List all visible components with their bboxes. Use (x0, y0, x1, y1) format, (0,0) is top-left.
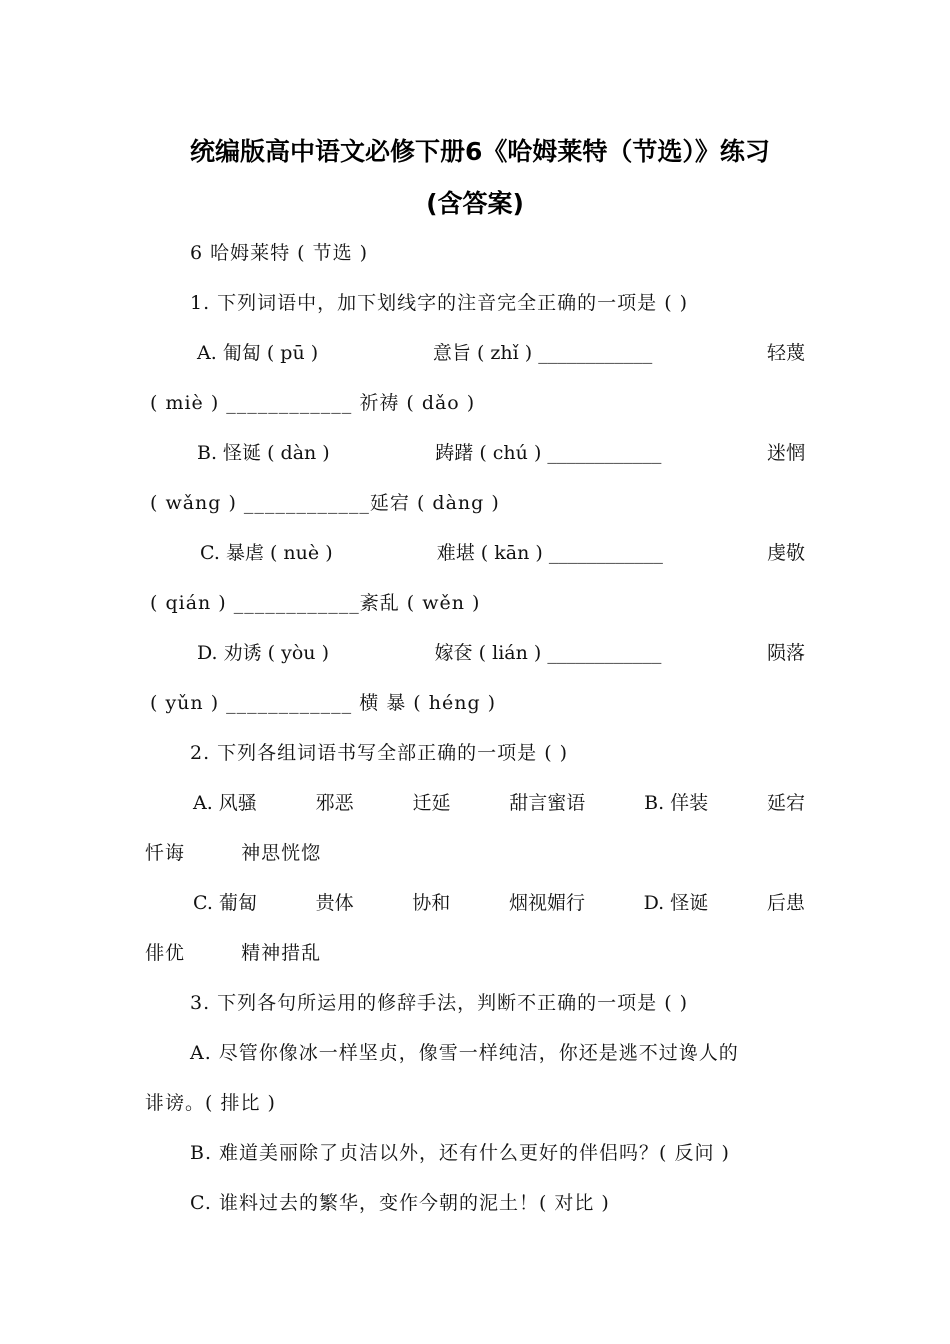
q3-stem: 3. 下列各句所运用的修辞手法，判断不正确的一项是 ( ) (190, 992, 689, 1014)
q1-option-c-row2: ( qián ) ____________紊乱 ( wěn ) (150, 592, 481, 614)
q1-c-item-2: 难堪 ( kān ) ____________ (436, 542, 663, 564)
q1-option-b-row2: ( wǎng ) ____________延宕 ( dàng ) (150, 492, 500, 514)
q2-r2-item-2: 神思恍惚 (241, 842, 322, 864)
q2-r1-item-2: 邪恶 (315, 792, 354, 814)
q2-r1-item-3: 迁延 (412, 792, 451, 814)
q2-stem: 2. 下列各组词语书写全部正确的一项是 ( ) (190, 742, 569, 764)
q2-r1-item-4: 甜言蜜语 (509, 792, 586, 814)
q1-option-a-row2: ( miè ) ____________ 祈祷 ( dǎo ) (150, 392, 476, 414)
q1-b-item-3: 迷惘 (766, 442, 805, 464)
section-heading: 6 哈姆莱特 ( 节选 ) (190, 242, 369, 264)
q2-r3-item-5: D. 怪诞 (643, 892, 709, 914)
q1-c-item-1: C. 暴虐 ( nuè ) (200, 542, 333, 564)
document-title-line1: 统编版高中语文必修下册6《哈姆莱特（节选）》练习 (190, 137, 770, 166)
q2-row1 (145, 788, 805, 815)
q1-option-a-row1 (145, 338, 805, 365)
q1-option-d-row2: ( yǔn ) ____________ 横 暴 ( héng ) (150, 692, 497, 714)
q2-r3-item-2: 贵体 (315, 892, 354, 914)
q1-b-item-2: 踌躇 ( chú ) ____________ (435, 442, 662, 464)
q1-option-d-row1 (145, 638, 805, 665)
q2-r4-item-1: 俳优 (145, 942, 186, 964)
q1-d-item-2: 嫁奁 ( lián ) ____________ (434, 642, 662, 664)
q1-d-item-3: 陨落 (766, 642, 805, 664)
q2-r1-item-5: B. 佯装 (644, 792, 709, 814)
q2-r3-item-6: 后患 (766, 892, 805, 914)
q2-row3 (145, 888, 805, 915)
q1-b-item-1: B. 怪诞 ( dàn ) (197, 442, 330, 464)
q2-r2-item-1: 忏诲 (145, 842, 186, 864)
document-title-line2: (含答案) (426, 189, 524, 218)
q2-r1-item-6: 延宕 (766, 792, 805, 814)
q1-c-item-3: 虔敬 (766, 542, 805, 564)
q3-option-a-line2: 诽谤。( 排比 ) (145, 1092, 276, 1114)
q2-r3-item-4: 烟视媚行 (508, 892, 585, 914)
q2-row4 (145, 938, 321, 965)
q2-r3-item-1: C. 葡匐 (193, 892, 257, 914)
q3-option-a-line1: A. 尽管你像冰一样坚贞，像雪一样纯洁，你还是逃不过谗人的 (190, 1042, 739, 1064)
q1-option-c-row1 (145, 538, 805, 565)
q2-r1-item-1: A. 风骚 (193, 792, 257, 814)
q3-option-b: B. 难道美丽除了贞洁以外，还有什么更好的伴侣吗？( 反问 ) (190, 1142, 730, 1164)
q1-option-b-row1 (145, 438, 805, 465)
q1-a-item-2: 意旨 ( zhǐ ) ____________ (432, 342, 653, 364)
q3-option-c: C. 谁料过去的繁华，变作今朝的泥土！( 对比 ) (190, 1192, 610, 1214)
q1-a-item-3: 轻蔑 (766, 342, 805, 364)
q2-r3-item-3: 协和 (412, 892, 451, 914)
q2-r4-item-2: 精神措乱 (241, 942, 322, 964)
q1-stem: 1. 下列词语中，加下划线字的注音完全正确的一项是 ( ) (190, 292, 689, 314)
q1-d-item-1: D. 劝诱 ( yòu ) (197, 642, 329, 664)
q1-a-item-1: A. 匍匐 ( pū ) (197, 342, 319, 364)
q2-row2 (145, 838, 321, 865)
